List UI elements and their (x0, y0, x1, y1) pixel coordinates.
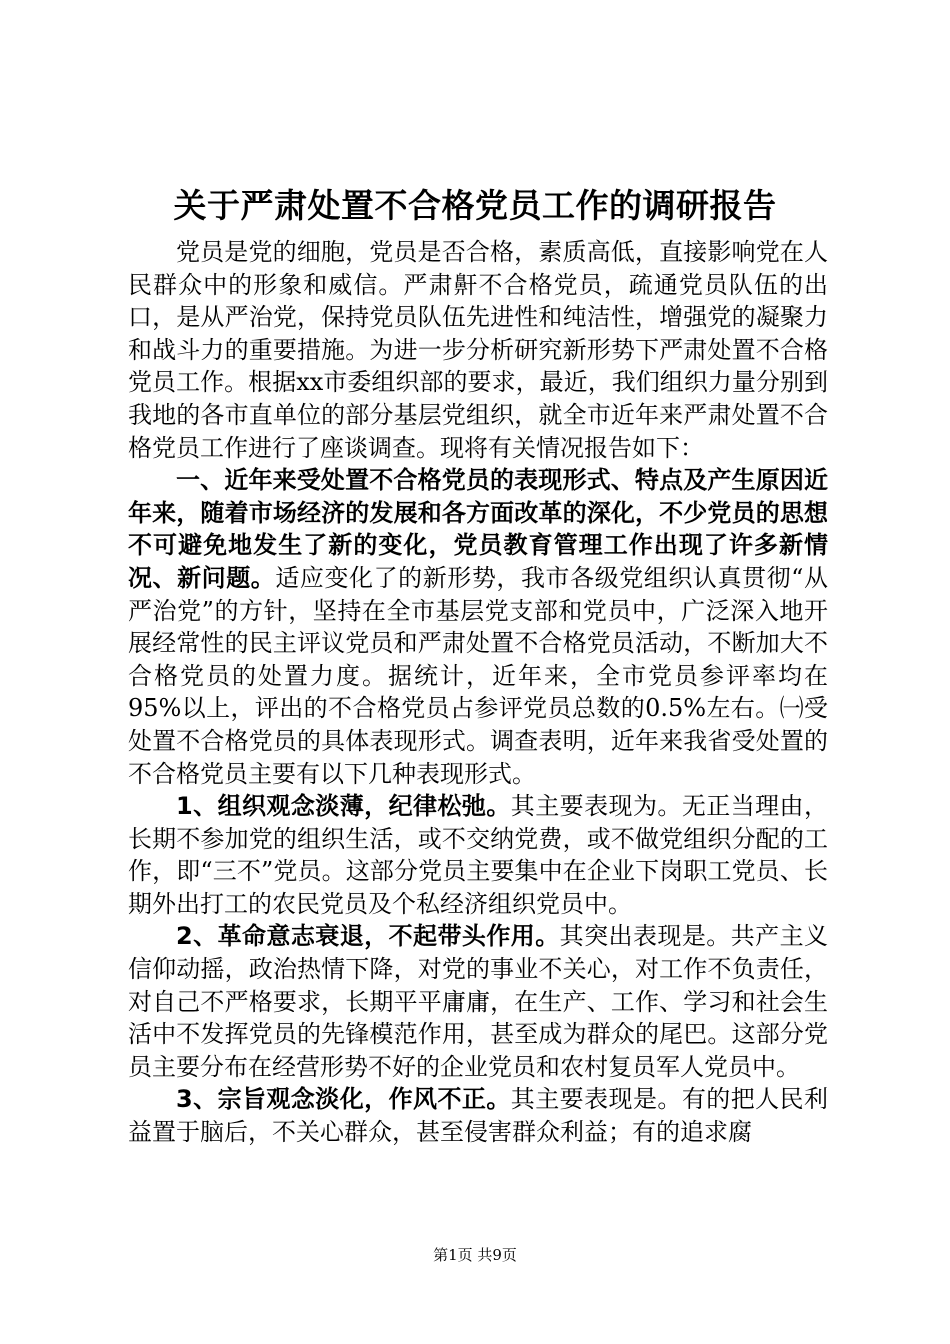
paragraph-lead: 一、近年来受处置不合格党员的表现形式、特点及产生原因近年来，随着市场经济的发展和各方面改革的深化，不少党员的思想不可避免地发生了新的变化，党员教育管理工作出现了许多新情况、新问题。 (128, 466, 828, 592)
paragraph-lead: 1、组织观念淡薄，纪律松弛。 (176, 792, 511, 821)
document-body (128, 236, 828, 1149)
paragraph-item-3 (128, 1083, 828, 1148)
paragraph-text: 党员是党的细胞，党员是否合格，素质高低，直接影响党在人民群众中的形象和威信。严肃鼾不合格党员，疏通党员队伍的出口，是从严治党，保持党员队伍先进性和纯洁性，增强党的凝聚力和战斗力的重要措施。为进一步分析研究新形势下严肃处置不合格党员工作。根据xx市委组织部的要求，最近，我们组织力量分别到我地的各市直单位的部分基层党组织，就全市近年来严肃处置不合格党员工作进行了座谈调查。现将有关情况报告如下： (128, 238, 828, 462)
paragraph-text: 其主要表现是。有的把人民利益置于脑后，不关心群众，甚至侵害群众利益；有的追求腐 (128, 1085, 828, 1147)
paragraph-section-1 (128, 464, 828, 790)
paragraph-text: 其主要表现为。无正当理由，长期不参加党的组织生活，或不交纳党费，或不做党组织分配的工作，即“三不”党员。这部分党员主要集中在企业下岗职工党员、长期外出打工的农民党员及个私经济组织党员中。 (128, 792, 828, 918)
paragraph-lead: 2、革命意志衰退，不起带头作用。 (176, 922, 560, 951)
paragraph-intro (128, 236, 828, 464)
document-title: 关于严肃处置不合格党员工作的调研报告 (173, 186, 777, 225)
paragraph-item-1 (128, 790, 828, 920)
paragraph-item-2 (128, 920, 828, 1083)
paragraph-text: 适应变化了的新形势，我市各级党组织认真贯彻“从严治党”的方针，坚持在全市基层党支部和党员中，广泛深入地开展经常性的民主评议党员和严肃处置不合格党员活动，不断加大不合格党员的处置力度。据统计，近年来，全市党员参评率均在95%以上，评出的不合格党员占参评党员总数的0.5%左右。㈠受处置不合格党员的具体表现形式。调查表明，近年来我省受处置的不合格党员主要有以下几种表现形式。 (128, 563, 828, 788)
paragraph-text: 其突出表现是。共产主义信仰动摇，政治热情下降，对党的事业不关心，对工作不负责任，对自己不严格要求，长期平平庸庸，在生产、工作、学习和社会生活中不发挥党员的先锋模范作用，甚至成为群众的尾巴。这部分党员主要分布在经营形势不好的企业党员和农村复员军人党员中。 (128, 922, 829, 1081)
page-number-footer: 第1页 共9页 (433, 1246, 517, 1264)
paragraph-lead: 3、宗旨观念淡化，作风不正。 (176, 1085, 511, 1114)
